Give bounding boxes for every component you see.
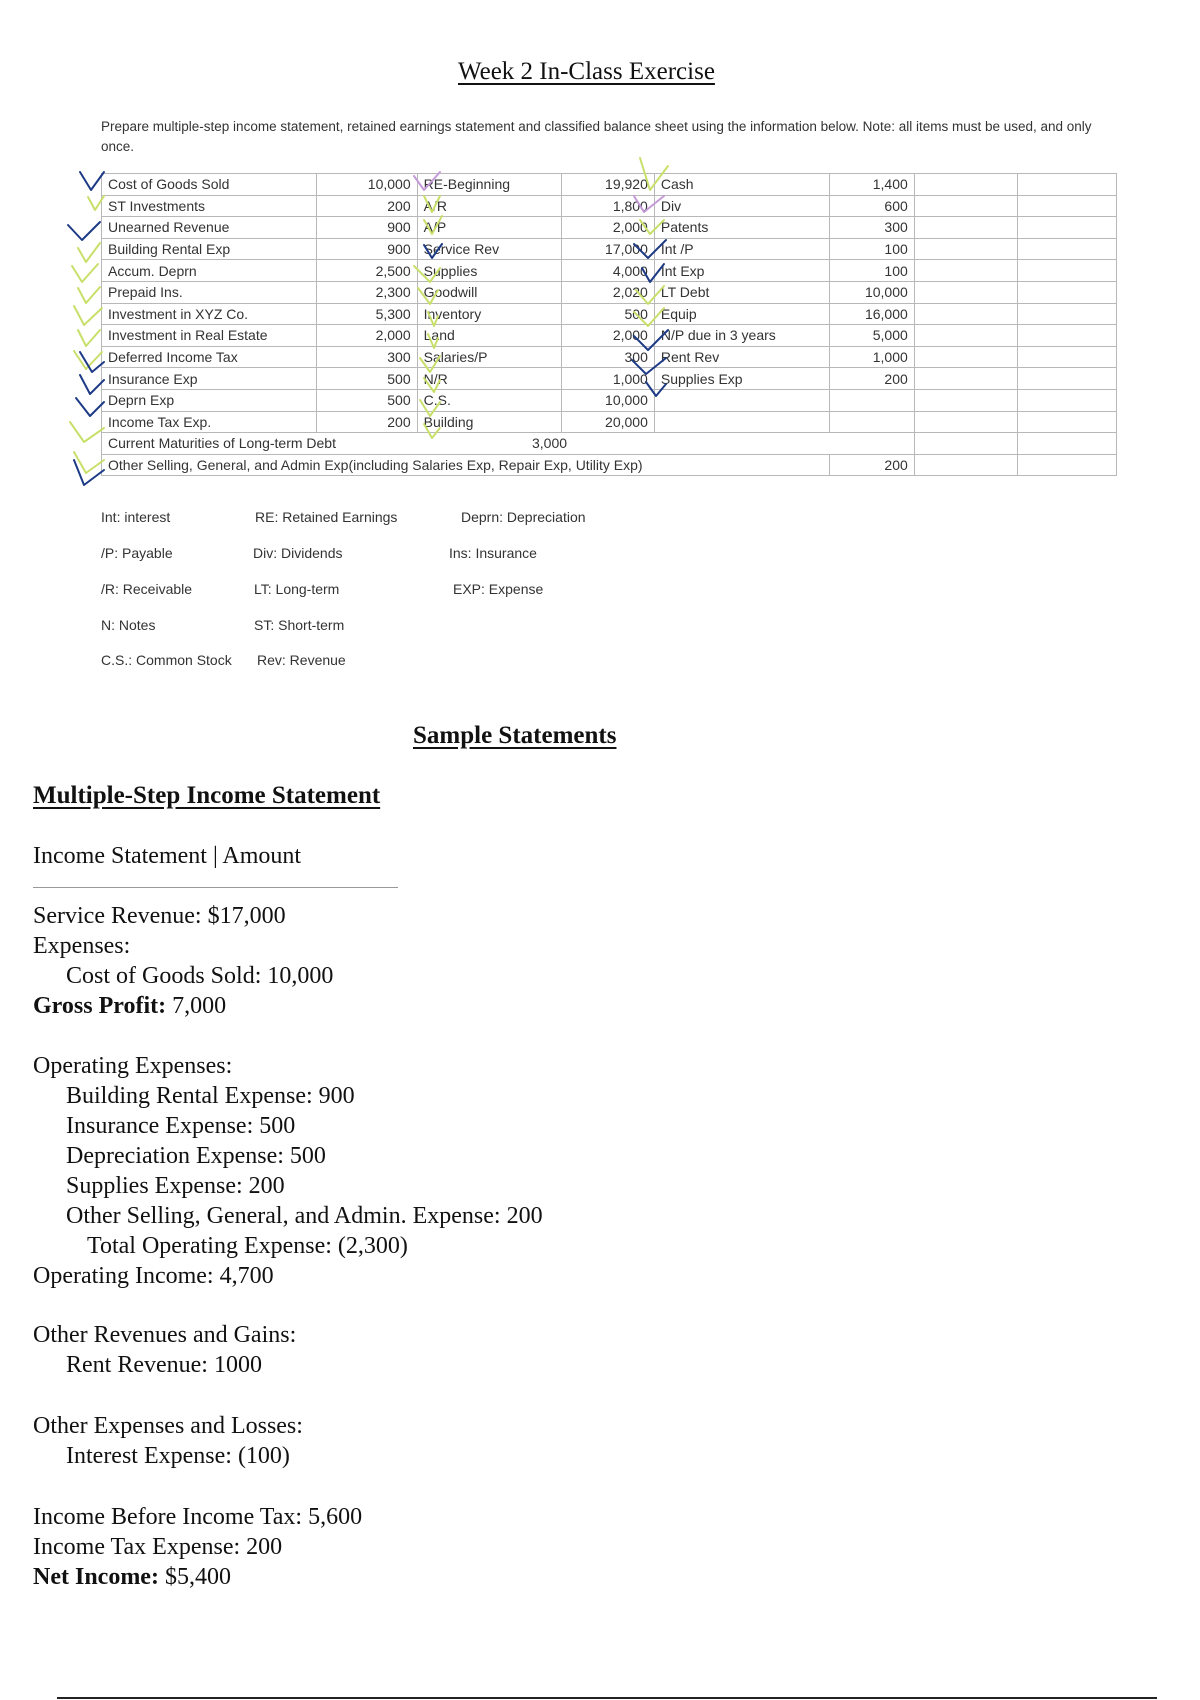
empty-cell [914,174,1017,196]
account-value: 2,020 [562,281,655,303]
account-value [830,411,915,433]
account-value: 500 [316,368,417,390]
account-value: 500 [562,303,655,325]
account-name: Div [654,195,829,217]
operating-income-line: Operating Income: 4,700 [33,1263,274,1289]
ledger-row [102,325,1117,347]
check-mark-icon [74,452,104,473]
abbr-st: ST: Short-term [254,617,345,633]
account-value: 10,000 [562,389,655,411]
account-name: Accum. Deprn [102,260,317,282]
ledger-row [102,389,1117,411]
empty-cell [1017,325,1116,347]
account-name: Building [417,411,561,433]
account-value: 2,000 [562,325,655,347]
account-value: 200 [316,195,417,217]
ledger-row [102,174,1117,196]
account-value: 10,000 [830,281,915,303]
account-value: 200 [830,454,915,476]
merged-cell [102,433,915,455]
account-value: 200 [830,368,915,390]
empty-cell [914,433,1017,455]
account-name: Int /P [654,238,829,260]
ledger-row-other-selling [102,454,1117,476]
empty-cell [1017,454,1116,476]
check-mark-icon [74,460,104,485]
check-mark-icon [74,306,102,325]
empty-cell [914,281,1017,303]
account-value: 600 [830,195,915,217]
rent-revenue-line: Rent Revenue: 1000 [66,1352,262,1378]
account-name: Cash [654,174,829,196]
abbr-exp: EXP: Expense [453,581,544,597]
check-mark-icon [74,351,102,369]
empty-cell [914,368,1017,390]
empty-cell [1017,389,1116,411]
empty-cell [914,346,1017,368]
ledger-row [102,411,1117,433]
account-value: 300 [562,346,655,368]
empty-cell [1017,217,1116,239]
abbr-re: RE: Retained Earnings [255,509,398,525]
account-name: RE-Beginning [417,174,561,196]
empty-cell [914,260,1017,282]
check-mark-icon [68,222,100,240]
ledger-row [102,346,1117,368]
check-mark-icon [78,287,100,303]
empty-cell [1017,433,1116,455]
account-name: Rent Rev [654,346,829,368]
account-name: Unearned Revenue [102,217,317,239]
total-operating-line: Total Operating Expense: (2,300) [87,1233,408,1259]
account-value: 500 [316,389,417,411]
empty-cell [914,195,1017,217]
check-mark-icon [78,330,100,346]
abbr-ins: Ins: Insurance [449,545,537,561]
empty-cell [1017,346,1116,368]
account-value: 3,000 [532,435,568,452]
empty-cell [1017,238,1116,260]
account-name: LT Debt [654,281,829,303]
statement-table-header: Income Statement | Amount [33,843,302,869]
account-value: 100 [830,238,915,260]
empty-cell [914,325,1017,347]
check-mark-icon [76,398,104,416]
account-name: Investment in XYZ Co. [102,303,317,325]
account-name: Supplies Exp [654,368,829,390]
account-name: N/P due in 3 years [654,325,829,347]
supplies-line: Supplies Expense: 200 [66,1173,285,1199]
ledger-row [102,303,1117,325]
account-name [654,411,829,433]
bottom-divider [57,1697,1157,1699]
account-name: Income Tax Exp. [102,411,317,433]
account-value: 1,800 [562,195,655,217]
other-selling-line: Other Selling, General, and Admin. Expense: 200 [66,1203,543,1229]
empty-cell [1017,174,1116,196]
abbr-cs: C.S.: Common Stock [101,652,232,668]
expenses-heading: Expenses: [33,933,131,959]
cogs-line: Cost of Goods Sold: 10,000 [66,963,334,989]
account-name: Other Selling, General, and Admin Exp(including Salaries Exp, Repair Exp, Utility Exp) [102,454,830,476]
empty-cell [914,411,1017,433]
account-value: 4,000 [562,260,655,282]
ledger-row [102,260,1117,282]
account-value: 900 [316,217,417,239]
net-income [33,1562,231,1592]
account-name: A/R [417,195,561,217]
account-value: 16,000 [830,303,915,325]
account-name: ST Investments [102,195,317,217]
account-name: Inventory [417,303,561,325]
account-name: A/P [417,217,561,239]
instructions-text: Prepare multiple-step income statement, retained earnings statement and classified balance sheet using the information below. Note: all items must be used, and only once. [101,119,1092,154]
account-value: 10,000 [316,174,417,196]
account-value: 1,000 [562,368,655,390]
account-value: 5,000 [830,325,915,347]
interest-expense-line: Interest Expense: (100) [66,1443,290,1469]
account-name: N/R [417,368,561,390]
insurance-line: Insurance Expense: 500 [66,1113,296,1139]
account-name: Land [417,325,561,347]
account-value: 300 [830,217,915,239]
check-mark-icon [70,422,104,442]
account-value: 900 [316,238,417,260]
other-revenues-heading: Other Revenues and Gains: [33,1322,297,1348]
account-value: 200 [316,411,417,433]
abbr-n: N: Notes [101,617,156,633]
empty-cell [1017,368,1116,390]
account-name: Deferred Income Tax [102,346,317,368]
gross-profit [33,991,226,1021]
income-tax-line: Income Tax Expense: 200 [33,1534,283,1560]
abbr-rev: Rev: Revenue [257,652,346,668]
depreciation-line: Depreciation Expense: 500 [66,1143,326,1169]
ledger-row-current-maturities [102,433,1117,455]
net-income-label: Net Income: [33,1564,159,1590]
abbr-int: Int: interest [101,509,171,525]
income-before-tax-line: Income Before Income Tax: 5,600 [33,1504,363,1530]
account-value: 2,000 [562,217,655,239]
abbr-lt: LT: Long-term [254,581,340,597]
abbr-r: /R: Receivable [101,581,193,597]
ledger-row [102,368,1117,390]
account-name: Investment in Real Estate [102,325,317,347]
account-value: 2,500 [316,260,417,282]
account-name: Prepaid Ins. [102,281,317,303]
account-name: Supplies [417,260,561,282]
account-name: Goodwill [417,281,561,303]
income-statement-title: Multiple-Step Income Statement [33,782,381,809]
header-divider [33,887,398,888]
abbr-deprn: Deprn: Depreciation [461,509,586,525]
empty-cell [914,238,1017,260]
empty-cell [914,217,1017,239]
account-value: 1,000 [830,346,915,368]
service-revenue: Service Revenue: $17,000 [33,903,286,929]
account-name: C.S. [417,389,561,411]
account-value: 1,400 [830,174,915,196]
sample-statements-title: Sample Statements [413,722,617,749]
account-value: 5,300 [316,303,417,325]
ledger-row [102,281,1117,303]
account-value: 19,920 [562,174,655,196]
empty-cell [914,389,1017,411]
account-value [830,389,915,411]
empty-cell [914,303,1017,325]
empty-cell [1017,260,1116,282]
account-name: Current Maturities of Long-term Debt [108,435,336,452]
account-value: 17,000 [562,238,655,260]
other-expenses-heading: Other Expenses and Losses: [33,1413,303,1439]
account-value: 2,000 [316,325,417,347]
page-title: Week 2 In-Class Exercise [458,58,715,85]
abbr-p: /P: Payable [101,545,173,561]
account-value: 20,000 [562,411,655,433]
empty-cell [1017,411,1116,433]
abbr-div: Div: Dividends [253,545,343,561]
ledger-row [102,217,1117,239]
account-name: Deprn Exp [102,389,317,411]
check-mark-icon [78,243,100,262]
building-rental-line: Building Rental Expense: 900 [66,1083,355,1109]
check-mark-icon [72,264,98,282]
ledger-row [102,238,1117,260]
empty-cell [1017,195,1116,217]
account-name: Insurance Exp [102,368,317,390]
account-name: Cost of Goods Sold [102,174,317,196]
account-name: Patents [654,217,829,239]
empty-cell [1017,303,1116,325]
account-name: Int Exp [654,260,829,282]
gross-profit-value: 7,000 [166,993,227,1019]
account-ledger-table [101,173,1117,476]
account-name: Salaries/P [417,346,561,368]
account-value: 100 [830,260,915,282]
account-name: Building Rental Exp [102,238,317,260]
net-income-value: $5,400 [158,1564,231,1590]
account-name: Service Rev [417,238,561,260]
account-value: 300 [316,346,417,368]
account-name [654,389,829,411]
ledger-row [102,195,1117,217]
account-name: Equip [654,303,829,325]
operating-expenses-heading: Operating Expenses: [33,1053,233,1079]
gross-profit-label: Gross Profit: [33,993,167,1019]
empty-cell [914,454,1017,476]
empty-cell [1017,281,1116,303]
account-value: 2,300 [316,281,417,303]
